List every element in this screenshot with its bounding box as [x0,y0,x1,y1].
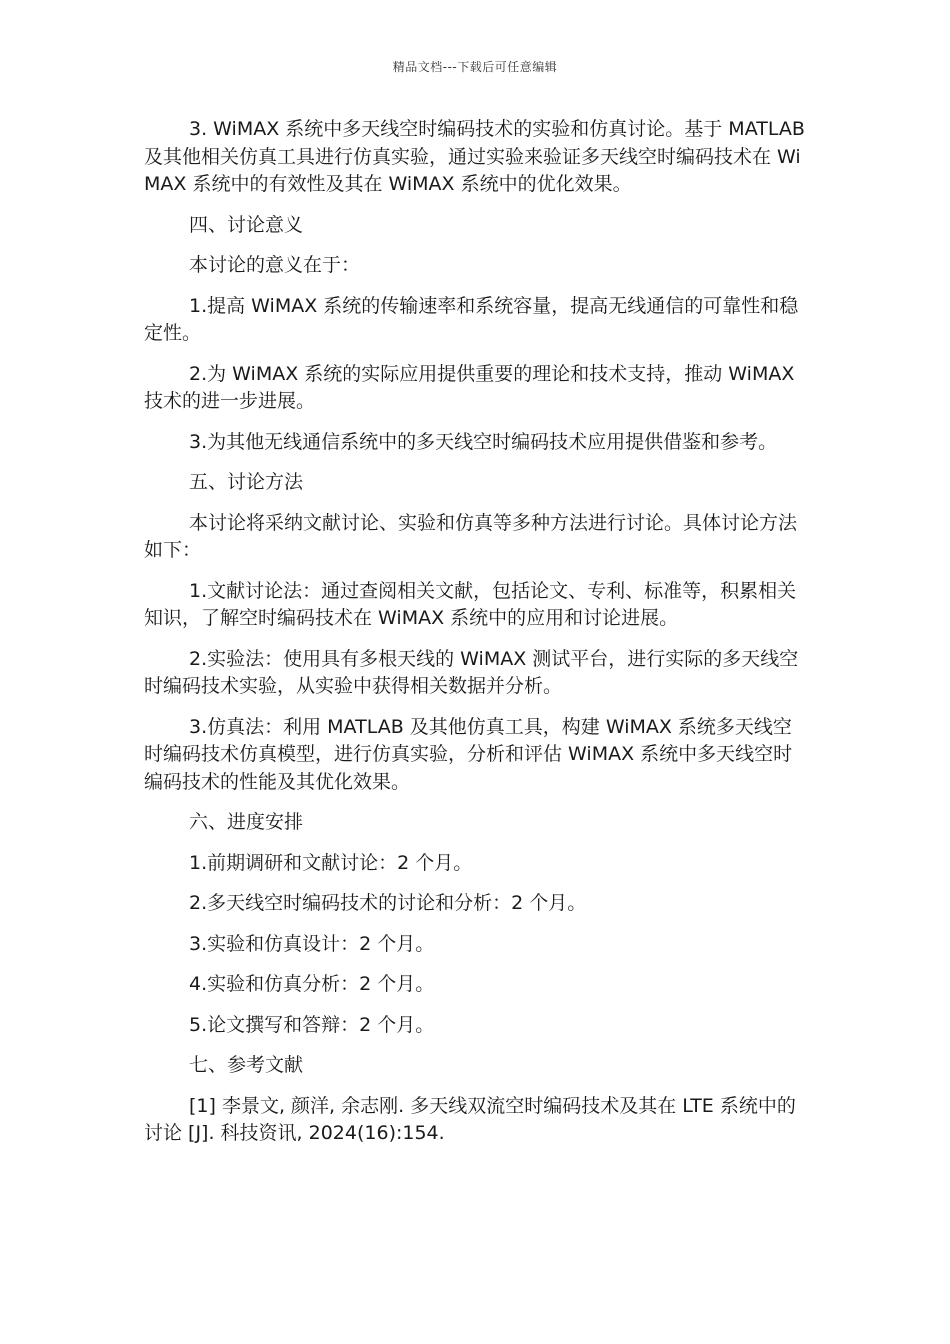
list-item-schedule-5: 5.论文撰写和答辩：2 个月。 [189,1013,435,1036]
list-item-schedule-1: 1.前期调研和文献讨论：2 个月。 [189,851,473,874]
page-header: 精品文档---下载后可任意编辑 [392,60,558,74]
list-item-method-simulation: 3.仿真法：利用 MATLAB 及其他仿真工具，构建 WiMAX 系统多天线空时编码技术仿真模型，进行仿真实验，分析和评估 WiMAX 系统中多天线空时编码技术的性能及其优化效果。 [144,715,793,793]
reference-item-1: [1] 李景文, 颜洋, 余志刚. 多天线双流空时编码技术及其在 LTE 系统中的讨论 [J]. 科技资讯, 2024(16):154. [144,1094,796,1144]
list-item-schedule-2: 2.多天线空时编码技术的讨论和分析：2 个月。 [189,892,587,914]
list-item-significance-2: 2.为 WiMAX 系统的实际应用提供重要的理论和技术支持，推动 WiMAX 技术的进一步进展。 [144,362,795,412]
section-heading-significance: 四、讨论意义 [189,213,304,236]
list-item-schedule-3: 3.实验和仿真设计：2 个月。 [189,932,435,955]
list-item-method-literature: 1.文献讨论法：通过查阅相关文献，包括论文、专利、标准等，积累相关知识，了解空时编码技术在 WiMAX 系统中的应用和讨论进展。 [144,579,797,629]
list-item-method-experiment: 2.实验法：使用具有多根天线的 WiMAX 测试平台，进行实际的多天线空时编码技术实验，从实验中获得相关数据并分析。 [144,647,799,697]
section-heading-references: 七、参考文献 [189,1054,304,1076]
list-item-significance-1: 1.提高 WiMAX 系统的传输速率和系统容量，提高无线通信的可靠性和稳定性。 [144,294,799,344]
document-body [144,116,810,1161]
section-heading-methods: 五、讨论方法 [189,471,304,493]
list-item-significance-3: 3.为其他无线通信系统中的多天线空时编码技术应用提供借鉴和参考。 [189,430,778,453]
section-heading-schedule: 六、进度安排 [189,811,304,833]
list-item-schedule-4: 4.实验和仿真分析：2 个月。 [189,973,435,995]
paragraph-experiment-simulation: 3. WiMAX 系统中多天线空时编码技术的实验和仿真讨论。基于 MATLAB 及其他相关仿真工具进行仿真实验，通过实验来验证多天线空时编码技术在 WiMAX 系统中的有效性及其在 WiMAX 系统中的优化效果。 [144,118,805,195]
paragraph-significance-intro: 本讨论的意义在于： [189,254,361,276]
paragraph-methods-intro: 本讨论将采纳文献讨论、实验和仿真等多种方法进行讨论。具体讨论方法如下： [144,511,798,561]
